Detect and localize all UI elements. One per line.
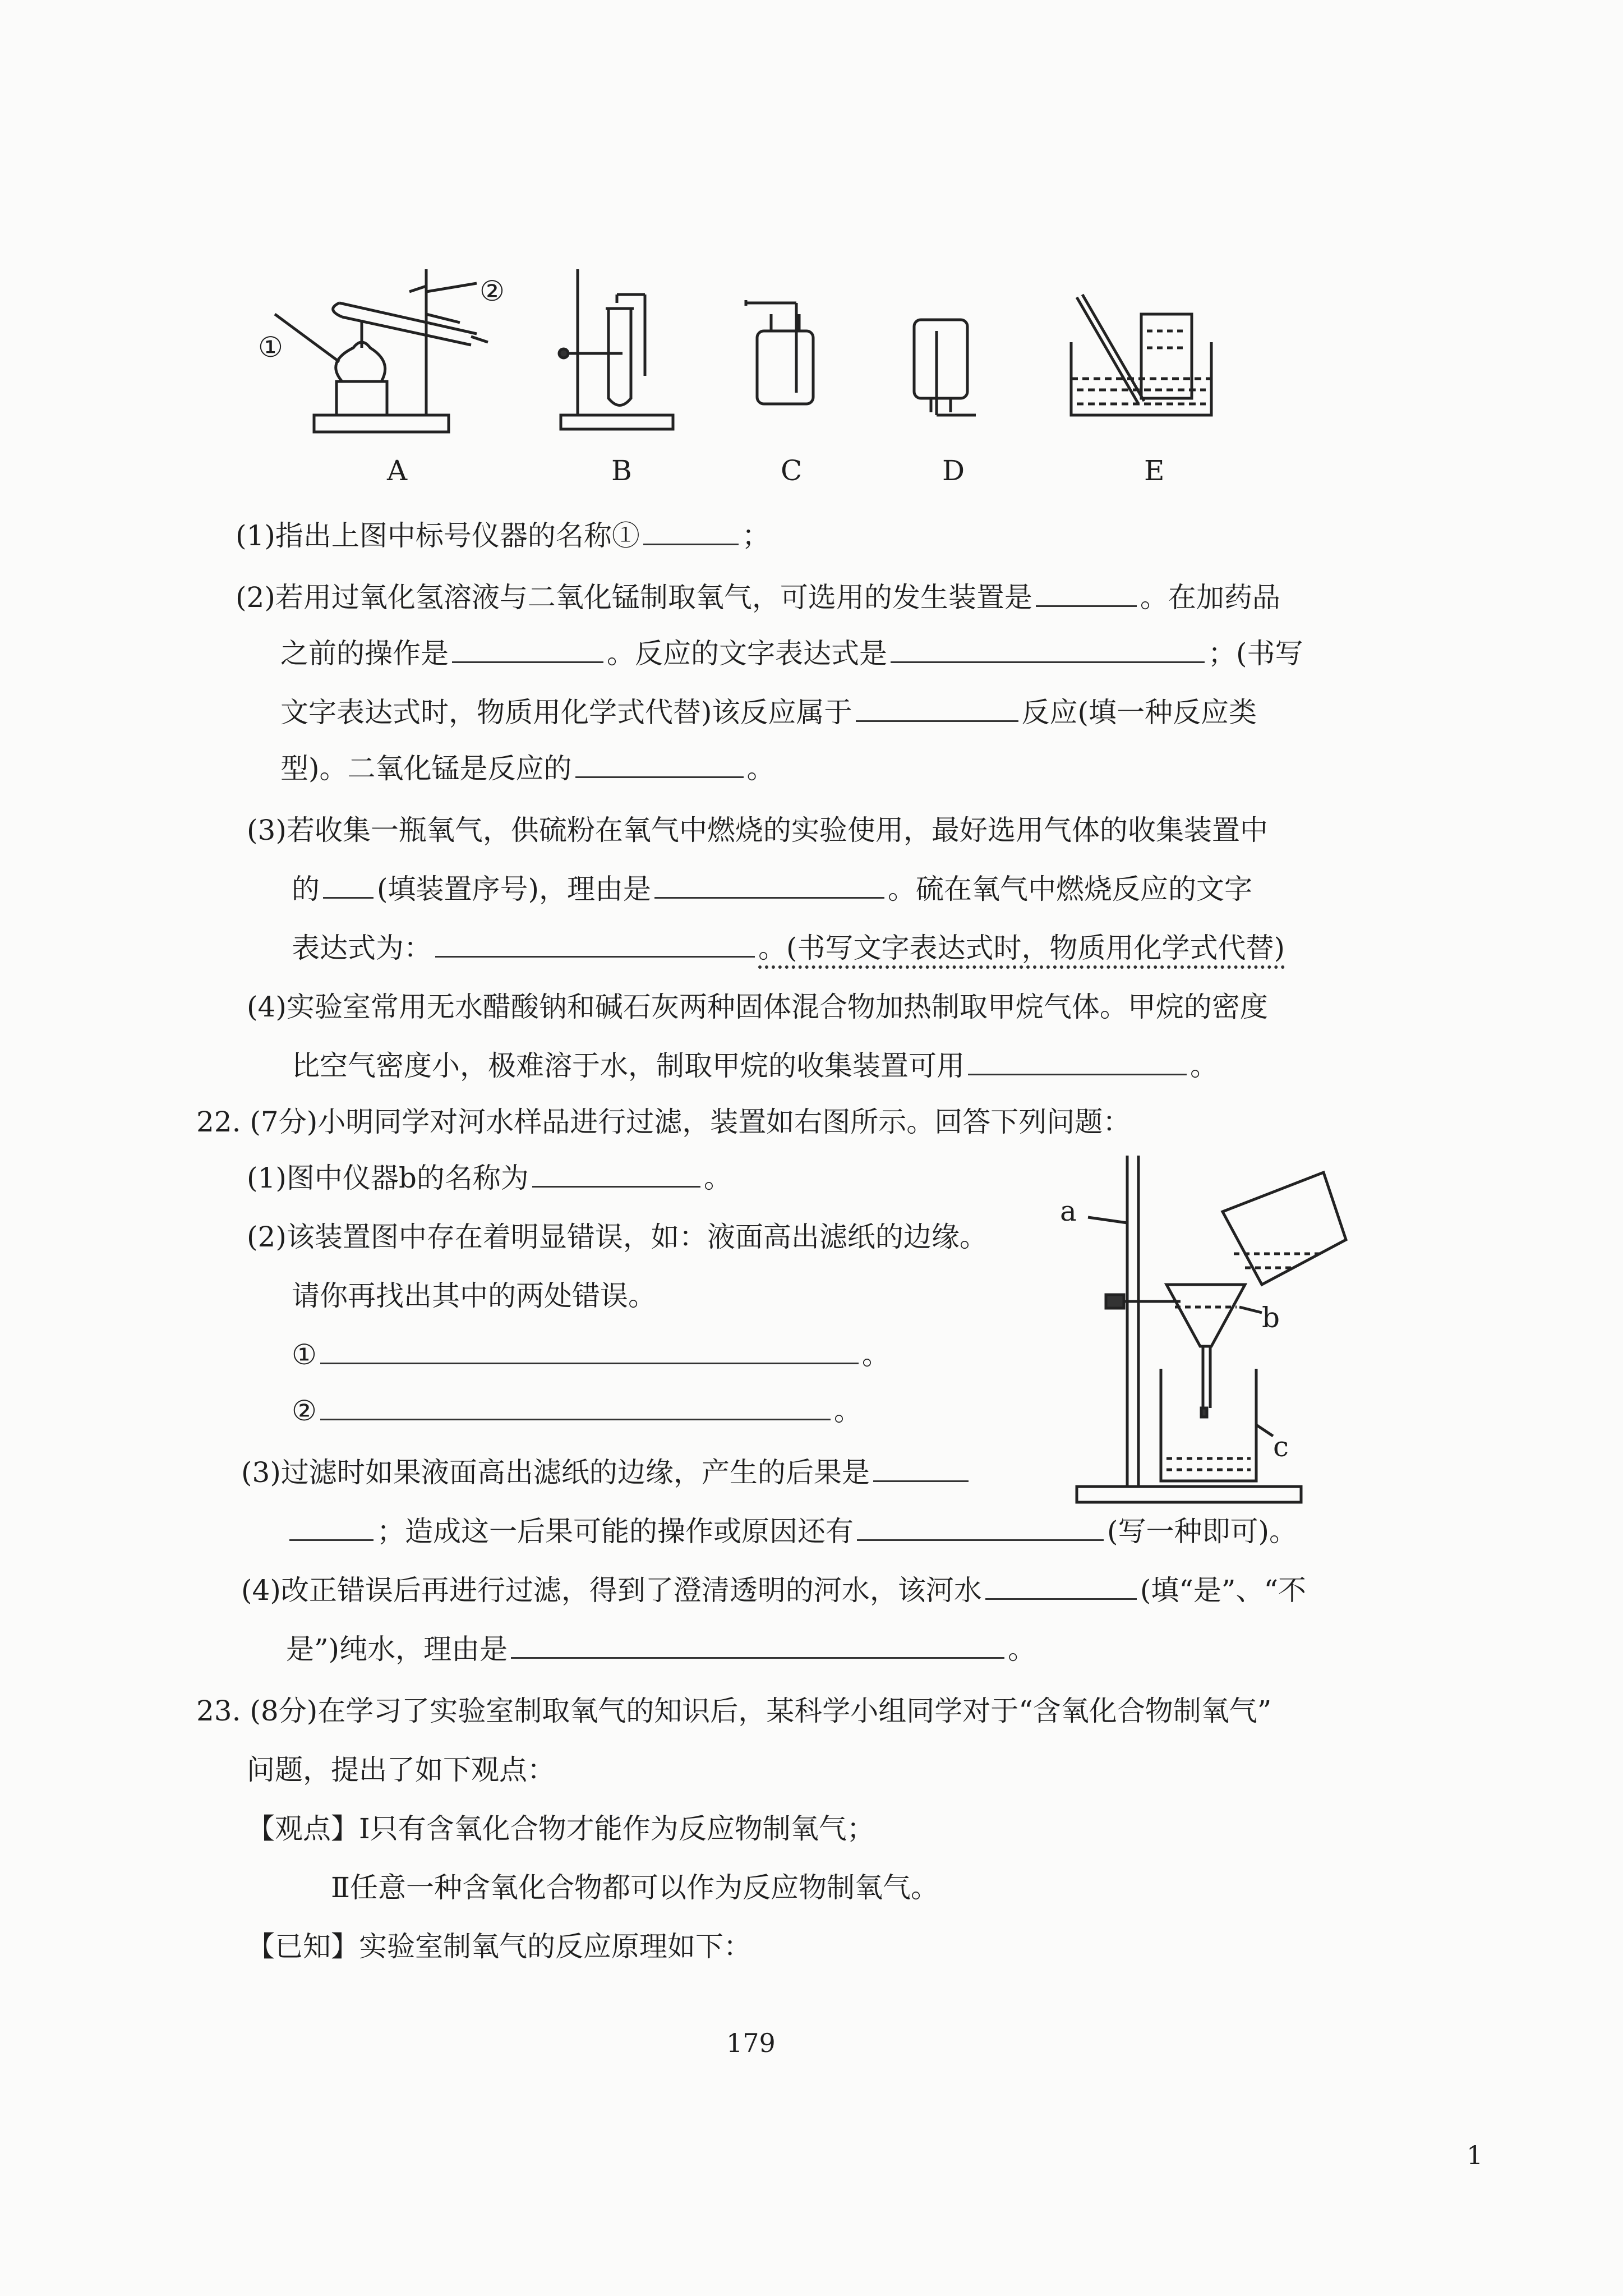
apparatus-label-e: E [1144, 454, 1165, 487]
apparatus-e-drawing [1071, 295, 1211, 415]
q22-part2-item1: ① 。 [292, 1335, 890, 1374]
answer-blank[interactable] [511, 1631, 1004, 1659]
q21-part3-line2: 的 (填装置序号)，理由是 。硫在氧气中燃烧反应的文字 [292, 869, 1252, 909]
page-corner-number: 1 [1467, 2140, 1483, 2170]
answer-blank[interactable] [289, 1513, 374, 1541]
q22-part1: (1)图中仪器b的名称为 。 [247, 1158, 732, 1198]
page-number: 179 [726, 2028, 776, 2058]
answer-blank[interactable] [857, 1513, 1104, 1541]
answer-blank[interactable] [654, 871, 884, 899]
q22-part2-line2: 请你再找出其中的两处错误。 [292, 1280, 656, 1312]
filtration-figure [1054, 1144, 1368, 1509]
q21-part3-line1: (3)若收集一瓶氧气，供硫粉在氧气中燃烧的实验使用，最好选用气体的收集装置中 [247, 814, 1268, 846]
q22-part4-line1: (4)改正错误后再进行过滤，得到了澄清透明的河水，该河水 (填“是”、“不 [241, 1571, 1306, 1610]
q21-part4-line1: (4)实验室常用无水醋酸钠和碱石灰两种固体混合物加热制取甲烷气体。甲烷的密度 [247, 991, 1268, 1023]
answer-blank[interactable] [873, 1455, 969, 1482]
q21-part2-line2: 之前的操作是 。反应的文字表达式是 ；(书写 [280, 634, 1303, 673]
answer-blank[interactable] [643, 518, 739, 545]
apparatus-label-a: A [387, 454, 408, 487]
q23-viewpoint-2: Ⅱ任意一种含氧化合物都可以作为反应物制氧气。 [331, 1871, 939, 1904]
apparatus-a-drawing [275, 269, 488, 432]
answer-blank[interactable] [435, 930, 755, 958]
q22-part2-line1: (2)该装置图中存在着明显错误，如：液面高出滤纸的边缘。 [247, 1221, 988, 1253]
q23-viewpoint-1: 【观点】Ⅰ只有含氧化合物才能作为反应物制氧气； [247, 1812, 875, 1845]
answer-blank[interactable] [452, 636, 603, 663]
q22-part2-item2: ② 。 [292, 1391, 862, 1430]
q22-part4-line2: 是”)纯水，理由是 。 [286, 1630, 1036, 1669]
apparatus-marker-1: ① [258, 331, 283, 364]
q21-part2-line3: 文字表达式时，物质用化学式代替)该反应属于 反应(填一种反应类 [280, 693, 1257, 732]
apparatus-label-b: B [611, 454, 632, 487]
q23-heading-line2: 问题，提出了如下观点： [247, 1754, 555, 1786]
answer-blank[interactable] [891, 636, 1205, 663]
answer-blank[interactable] [320, 1337, 859, 1364]
answer-blank[interactable] [532, 1160, 700, 1188]
q23-known: 【已知】实验室制氧气的反应原理如下： [247, 1930, 751, 1963]
filtration-label-b: b [1262, 1301, 1280, 1334]
q22-heading: 22. (7分)小明同学对河水样品进行过滤，装置如右图所示。回答下列问题： [196, 1106, 1131, 1138]
answer-blank[interactable] [323, 871, 374, 899]
q21-part1: (1)指出上图中标号仪器的名称① ； [236, 516, 770, 555]
answer-blank[interactable] [856, 694, 1018, 722]
answer-blank[interactable] [575, 751, 744, 778]
q23-heading-line1: 23. (8分)在学习了实验室制取氧气的知识后，某科学小组同学对于“含氧化合物制氧气” [196, 1695, 1272, 1727]
filtration-label-c: c [1273, 1430, 1289, 1463]
apparatus-b-drawing [559, 269, 673, 429]
q21-part2-line4: 型)。二氧化锰是反应的 。 [280, 749, 775, 788]
q22-part3-line1: (3)过滤时如果液面高出滤纸的边缘，产生的后果是 [241, 1453, 972, 1492]
apparatus-d-drawing [914, 320, 976, 415]
q21-part4-line2: 比空气密度小，极难溶于水，制取甲烷的收集装置可用 。 [292, 1046, 1218, 1085]
answer-blank[interactable] [985, 1572, 1137, 1600]
filtration-label-a: a [1060, 1195, 1077, 1227]
q21-part2-line1: (2)若用过氧化氢溶液与二氧化锰制取氧气，可选用的发生装置是 。在加药品 [236, 578, 1280, 617]
apparatus-label-d: D [942, 454, 965, 487]
apparatus-marker-2: ② [479, 275, 505, 307]
answer-blank[interactable] [1036, 579, 1137, 607]
answer-blank[interactable] [968, 1048, 1187, 1075]
apparatus-figure [241, 247, 1262, 460]
apparatus-c-drawing [746, 300, 813, 404]
answer-blank[interactable] [320, 1393, 831, 1420]
q21-part3-line3: 表达式为： 。(书写文字表达式时，物质用化学式代替) [292, 928, 1285, 968]
apparatus-label-c: C [781, 454, 803, 487]
q22-part3-line2: ；造成这一后果可能的操作或原因还有 (写一种即可)。 [286, 1512, 1297, 1551]
